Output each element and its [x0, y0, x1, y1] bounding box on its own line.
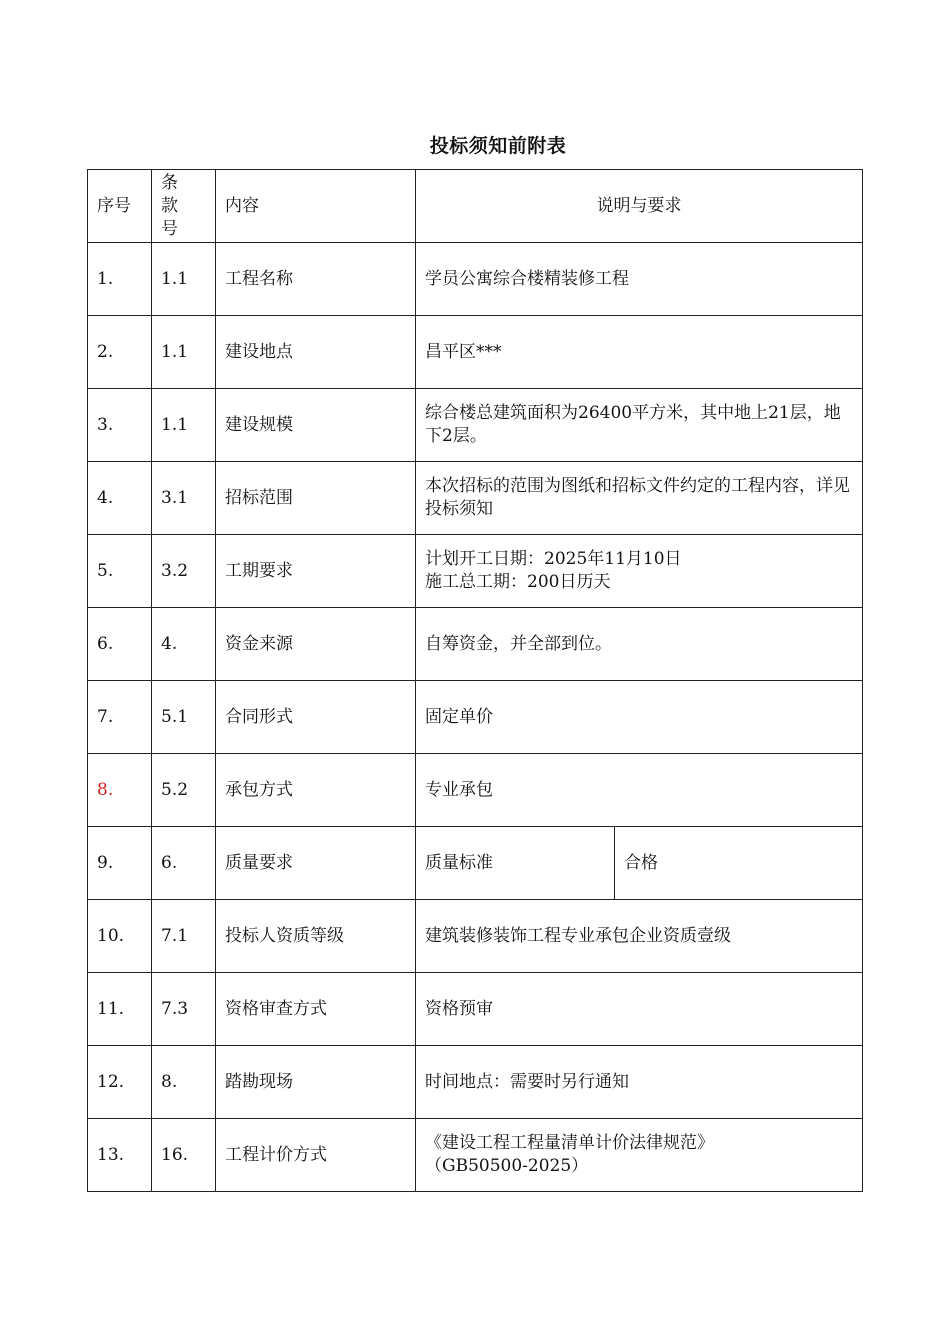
row-requirement: 固定单价: [416, 681, 863, 754]
header-clause: 条 款 号: [152, 170, 216, 243]
table-row: [88, 243, 863, 316]
row-clause: 3.2: [152, 535, 216, 608]
row-requirement: [416, 535, 863, 608]
row-clause: 4.: [152, 608, 216, 681]
row-clause: 1.1: [152, 389, 216, 462]
row-no: 13.: [88, 1119, 152, 1192]
row-requirement: 资格预审: [416, 973, 863, 1046]
header-content: 内容: [216, 170, 416, 243]
row-requirement: 本次招标的范围为图纸和招标文件约定的工程内容，详见投标须知: [416, 462, 863, 535]
row-clause: 7.1: [152, 900, 216, 973]
row-content: 工期要求: [216, 535, 416, 608]
row-content: 合同形式: [216, 681, 416, 754]
row-content: 工程计价方式: [216, 1119, 416, 1192]
quality-standard-value: 合格: [615, 827, 863, 900]
quality-standard-label: 质量标准: [416, 827, 615, 900]
row-no: 4.: [88, 462, 152, 535]
row-no: 6.: [88, 608, 152, 681]
row-clause: 1.1: [152, 243, 216, 316]
duration-line: 施工总工期：200日历天: [425, 572, 611, 592]
row-no: 5.: [88, 535, 152, 608]
row-no: 1.: [88, 243, 152, 316]
table-row: [88, 316, 863, 389]
row-requirement: 昌平区***: [416, 316, 863, 389]
table-row: [88, 973, 863, 1046]
row-content: 资金来源: [216, 608, 416, 681]
table-row: [88, 608, 863, 681]
row-no: 11.: [88, 973, 152, 1046]
table-row: [88, 1119, 863, 1192]
row-requirement: 自筹资金，并全部到位。: [416, 608, 863, 681]
pricing-standard-line: 《建设工程工程量清单计价法律规范》: [425, 1133, 714, 1153]
row-content: 资格审查方式: [216, 973, 416, 1046]
row-content: 投标人资质等级: [216, 900, 416, 973]
page-title: 投标须知前附表: [429, 135, 567, 157]
row-requirement: 综合楼总建筑面积为26400平方米，其中地上21层，地下2层。: [416, 389, 863, 462]
header-no: 序号: [88, 170, 152, 243]
table-row: [88, 1046, 863, 1119]
row-clause: 5.2: [152, 754, 216, 827]
row-content: 招标范围: [216, 462, 416, 535]
row-clause: 16.: [152, 1119, 216, 1192]
row-requirement: 建筑装修装饰工程专业承包企业资质壹级: [416, 900, 863, 973]
row-clause: 6.: [152, 827, 216, 900]
table-header-row: [88, 170, 863, 243]
row-requirement: [416, 1119, 863, 1192]
row-clause: 3.1: [152, 462, 216, 535]
table-row: [88, 681, 863, 754]
start-date-line: 计划开工日期：2025年11月10日: [425, 549, 682, 569]
row-no: 3.: [88, 389, 152, 462]
pricing-standard-code: （GB50500-2025）: [425, 1156, 589, 1176]
row-content: 建设规模: [216, 389, 416, 462]
row-no: 12.: [88, 1046, 152, 1119]
row-requirement: 专业承包: [416, 754, 863, 827]
row-no: 9.: [88, 827, 152, 900]
row-no-highlighted: 8.: [88, 754, 152, 827]
row-content: 建设地点: [216, 316, 416, 389]
row-clause: 1.1: [152, 316, 216, 389]
row-no: 2.: [88, 316, 152, 389]
table-row: [88, 900, 863, 973]
row-requirement: 学员公寓综合楼精装修工程: [416, 243, 863, 316]
table-row: [88, 827, 863, 900]
row-content: 工程名称: [216, 243, 416, 316]
tender-front-table: [87, 169, 863, 1192]
row-clause: 7.3: [152, 973, 216, 1046]
row-clause: 8.: [152, 1046, 216, 1119]
row-no: 10.: [88, 900, 152, 973]
table-row: [88, 462, 863, 535]
row-content: 承包方式: [216, 754, 416, 827]
row-content: 质量要求: [216, 827, 416, 900]
header-requirement: 说明与要求: [416, 170, 863, 243]
row-clause: 5.1: [152, 681, 216, 754]
row-content: 踏勘现场: [216, 1046, 416, 1119]
row-no: 7.: [88, 681, 152, 754]
table-row: [88, 389, 863, 462]
table-row: [88, 535, 863, 608]
row-requirement: 时间地点：需要时另行通知: [416, 1046, 863, 1119]
table-row: [88, 754, 863, 827]
